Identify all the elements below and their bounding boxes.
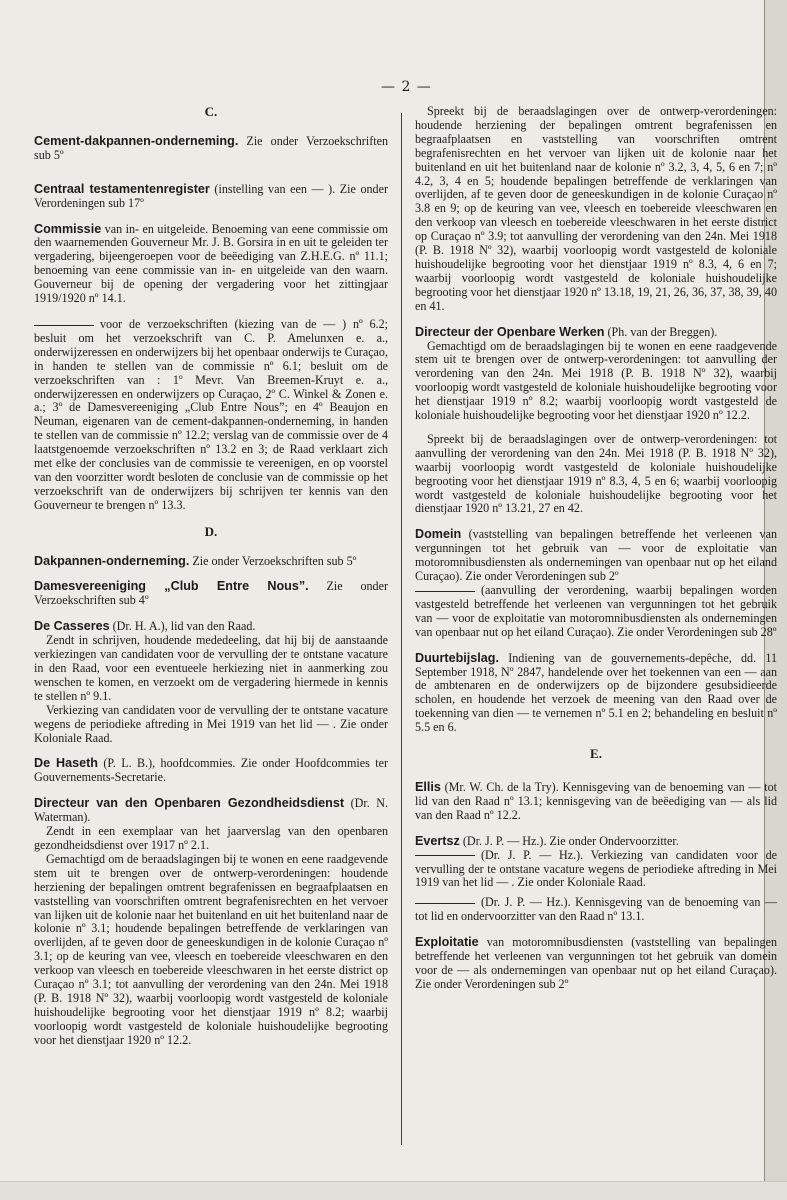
entry-paragraph: Spreekt bij de beraadslagingen over de ontwerp-verordeningen: tot aanvulling der verordening van den 24n. Mei 1918 (P. B. 1918 Nº 32), waarbij voorloopig wordt vastgesteld de koloniale huishoudelijke begrooting voor het dienstjaar 1919 nº 8.3, 4, 5 en 6; waarbij voorloopig wordt vastgesteld de koloniale huishoudelijke begrooting voor het dienstjaar 1920 nº 13.21, 27 en 42. xyxy=(415,431,777,516)
index-entry xyxy=(415,326,777,517)
index-entry xyxy=(34,620,388,745)
entry-paragraph: Verkiezing van candidaten voor de vervulling der te ontstane vacature wegens de periodieke aftreding in Mei 1919 van het lid — . Zie onder Koloniale Raad. xyxy=(34,702,388,745)
dash-rule xyxy=(415,591,475,592)
entry-text: Zie onder Verzoekschriften sub 4º xyxy=(34,579,388,608)
entry-heading: Ellis xyxy=(415,779,441,794)
index-entry xyxy=(34,757,388,785)
page-number: — 2 — xyxy=(381,79,432,95)
entry-paragraph: Zendt in een exemplaar van het jaarverslag van den openbaren gezondheidsdienst over 1917 nº 2.1. xyxy=(34,824,388,852)
entry-text: (Dr. J. P. — Hz.). Kennisgeving van de benoeming van — tot lid en ondervoorzitter van den Raad nº 13.1. xyxy=(415,895,777,924)
section-letter-d: D. xyxy=(204,523,218,539)
scan-edge-bottom xyxy=(0,1181,787,1200)
entry-heading: Directeur van den Openbaren Gezondheidsdienst xyxy=(34,796,345,811)
entry-heading: Commissie xyxy=(34,221,102,236)
entry-paragraph: Spreekt bij de beraadslagingen over de ontwerp-verordeningen: houdende herziening der bepalingen omtrent begrafenissen en begraafplaatsen en vaststelling van voorschriften omtrent begrafenisrechten en het vervoer van lijken uit de kolonie naar het buitenland en uit het buitenland naar de kolonie nº 3.2, 3, 4, 5, 6 en 7; nº 4.2, 3, 4 en 5; houdende bepalingen betreffende de verklaringen van overlijden, af te geven door de geneeskundigen in de kolonie Curaçao nº 3.8 en 9; op de keuring van vee, vleesch en toebereide vleeschwaren en den verkoop van vleesch en toebereide vleeschwaren in het eerste district op Curaçao nº 3.9; tot aanvulling der verordening van den 24n. Mei 1918 (P. B. 1918 Nº 32), waarbij voorloopig wordt vastgesteld de koloniale huishoudelijke begrooting voor het dienstjaar 1919 nº 8.3, 4, 6 en 7; waarbij voorloopig wordt vastgesteld de koloniale huishoudelijke begrooting voor het dienstjaar 1920 nº 13.18, 19, 21, 26, 36, 37, 38, 39, 40 en 41. xyxy=(415,104,777,313)
entry-text: (Mr. W. Ch. de la Try). Kennisgeving van de benoeming van — tot lid van den Raad nº 13.1; kennisgeving van de beëediging van — als lid van den Raad nº 12.2. xyxy=(415,779,777,822)
entry-text: (P. L. B.), hoofdcommies. Zie onder Hoofdcommies ter Gouvernements-Secretarie. xyxy=(34,756,389,785)
entry-text: (Dr. H. A.), lid van den Raad. xyxy=(109,619,256,634)
index-entry xyxy=(415,652,777,735)
entry-paragraph: Gemachtigd om de beraadslagingen bij te wonen en eene raadgevende stem uit te brengen over de ontwerp-verordeningen: houdende herziening der bepalingen omtrent begrafenissen en begraafplaatsen en vaststelling van voorschriften omtrent begrafenisrechten en het vervoer van lijken uit de kolonie naar het buitenland en uit het buitenland naar de kolonie nº 3.1; houdende bepalingen betreffende de verklaringen van overlijden, af te geven door de geneeskundigen in de kolonie Curaçao nº 3.1; op de keuring van vee, vleesch en toebereide vleeschwaren en den verkoop van vleesch en toebereide vleeschwaren in het eerste district op Curaçao nº 3.1; tot aanvulling der verordening van den 24n. Mei 1918 (P. B. 1918 Nº 32), waarbij voorloopig wordt vastgesteld de koloniale huishoudelijke begrooting voor het dienstjaar 1919 nº 8.2; waarbij voorloopig wordt vastgesteld de koloniale huishoudelijke begrooting voor het dienstjaar 1920 nº 12.2. xyxy=(34,851,388,1047)
column-divider xyxy=(401,113,402,1145)
index-entry xyxy=(34,318,388,513)
index-entry xyxy=(415,781,777,823)
entry-text: Zie onder Verzoekschriften sub 5º xyxy=(34,133,388,162)
index-entry xyxy=(415,528,777,639)
entry-heading: Directeur der Openbare Werken xyxy=(415,324,605,339)
entry-heading: Exploitatie xyxy=(415,935,479,950)
entry-text: (aanvulling der verordening, waarbij bepalingen worden vastgesteld betreffende het verleenen van vergunningen tot het gebruik van — voor de exploitatie van motoromnibusdiensten als ondernemingen van openbaar nut op het eiland Curaçao). Zie onder Verordeningen sub 28º xyxy=(415,583,777,639)
entry-heading: De Casseres xyxy=(34,619,110,634)
index-entry xyxy=(34,555,388,569)
section-letter-e: E. xyxy=(590,746,602,762)
section-letter-c: C. xyxy=(204,104,218,119)
index-entry xyxy=(34,797,388,1047)
entry-paragraph: Zendt in schrijven, houdende mededeeling, dat hij bij de aanstaande verkiezingen van candidaten voor de vervulling der te ontstane vacature in den Raad, voor een eventueele herkiezing niet in aanmerking zou wenschen te komen, en verzoekt om de vergadering hiermede in kennis te stellen nº 9.1. xyxy=(34,633,388,703)
entry-text: voor de verzoekschriften (kiezing van de — ) nº 6.2; besluit om het verzoekschrift van C. P. Amelunxen e. a., onderwijzeressen en onderwijzers bij het openbaar onderwijs te Curaçao, in handen te stellen van de commissie nº 6.1; besluit om de verzoekschriften van : 1º Mevr. Van Breemen-Kruyt e. a., onderwijzeressen en onderwijzers op Curaçao, 2º C. Winkel & Zonen e. a.; 3º de Damesvereeniging „Club Entre Nous”; en 4º Beaujon en Neuman, eigenaren van de cement-dakpannen-onderneming, in handen te stellen van de commissie nº 12.2; verslag van de commissie over de 4 laatstgenoemde verzoekschriften nº 13.2 en 3; de Raad verklaart zich met elke der conclusies van de commissie te vereenigen, en op voorstel van den voorzitter wordt besloten de conclusie van de commissie op het verzoekschrift van de onderwijzers bij schrijven ter kennis van den Gouverneur te brengen nº 13.3. xyxy=(34,316,388,512)
index-entry xyxy=(34,223,388,306)
entry-text: (instelling van een — ). Zie onder Verordeningen sub 17º xyxy=(34,181,388,210)
dash-rule xyxy=(415,855,475,856)
entry-text: Indiening van de gouvernements-depêche, dd. 11 September 1918, Nº 2847, handelende over het toekennen van een — aan de ambtenaren en de onderwijzers op de bijzondere gesubsidieerde scholen, en houdende het verzoek de meening van den Raad over de toekenning van dien — te vernemen nº 5.1 en 2; behandeling en besluit nº 5.5 en 6. xyxy=(415,650,777,735)
entry-heading: Cement-dakpannen-onderneming. xyxy=(34,133,239,148)
entry-text: (Dr. J. P. — Hz.). Verkiezing van candidaten voor de vervulling der te ontstane vacature wegens de periodieke aftreding in Mei 1919 van het lid — . Zie onder Koloniale Raad. xyxy=(415,847,777,890)
entry-text: (vaststelling van bepalingen betreffende het verleenen van vergunningen tot het gebruik van — voor de exploitatie van motoromnibusdiensten als ondernemingen van openbaar nut op het eiland Curaçao). Zie onder Verordeningen sub 2º xyxy=(415,527,777,584)
left-column xyxy=(34,105,388,1060)
entry-heading: Dakpannen-onderneming. xyxy=(34,553,190,568)
index-entry xyxy=(415,936,777,992)
entry-heading: Evertsz xyxy=(415,833,460,848)
entry-heading: Centraal testamentenregister xyxy=(34,181,210,196)
index-entry xyxy=(415,835,777,924)
entry-text: van in- en uitgeleide. Benoeming van eene commissie om den waarnemenden Gouverneur Mr. J. B. Gorsira in en uit te geleiden ter vergadering, bijeengeroepen voor de beëediging van Z.H.E.G. nº 11.1; benoeming van eene commissie van in- en uitgeleide van den waarn. Gouverneur bij de opening der vergadering voor het zittingjaar 1919/1920 nº 14.1. xyxy=(34,221,388,306)
entry-paragraph: Gemachtigd om de beraadslagingen bij te wonen en eene raadgevende stem uit te brengen over de ontwerp-verordeningen: tot aanvulling der verordening van den 24n. Mei 1918 (P. B. 1918 Nº 32), waarbij voorloopig wordt vastgesteld de koloniale huishoudelijke begrooting voor het dienstjaar 1919 nº 8.2; waarbij voorloopig wordt vastgesteld de koloniale huishoudelijke begrooting voor het dienstjaar 1920 nº 12.2. xyxy=(415,338,777,423)
entry-heading: De Haseth xyxy=(34,756,98,771)
entry-heading: Duurtebijslag. xyxy=(415,650,499,665)
index-entry xyxy=(415,105,777,314)
index-entry xyxy=(34,135,388,163)
index-entry xyxy=(34,183,388,211)
entry-text: (Dr. N. Waterman). xyxy=(34,796,389,825)
index-entry xyxy=(34,580,388,608)
entry-text: (Dr. J. P. — Hz.). Zie onder Ondervoorzitter. xyxy=(459,833,679,848)
entry-heading: Damesvereeniging „Club Entre Nous”. xyxy=(34,579,309,594)
right-column xyxy=(415,105,777,1004)
entry-heading: Domein xyxy=(415,527,462,542)
entry-text: van motoromnibusdiensten (vaststelling van bepalingen betreffende het verleenen van vergunningen tot het gebruik van domein voor de — als ondernemingen van openbaar nut op het eiland Curaçao). Zie onder Verordeningen sub 2º xyxy=(415,935,777,991)
entry-text: Zie onder Verzoekschriften sub 5º xyxy=(189,553,357,568)
entry-text: (Ph. van der Breggen). xyxy=(604,324,718,339)
dash-rule xyxy=(34,325,94,326)
dash-rule xyxy=(415,903,475,904)
